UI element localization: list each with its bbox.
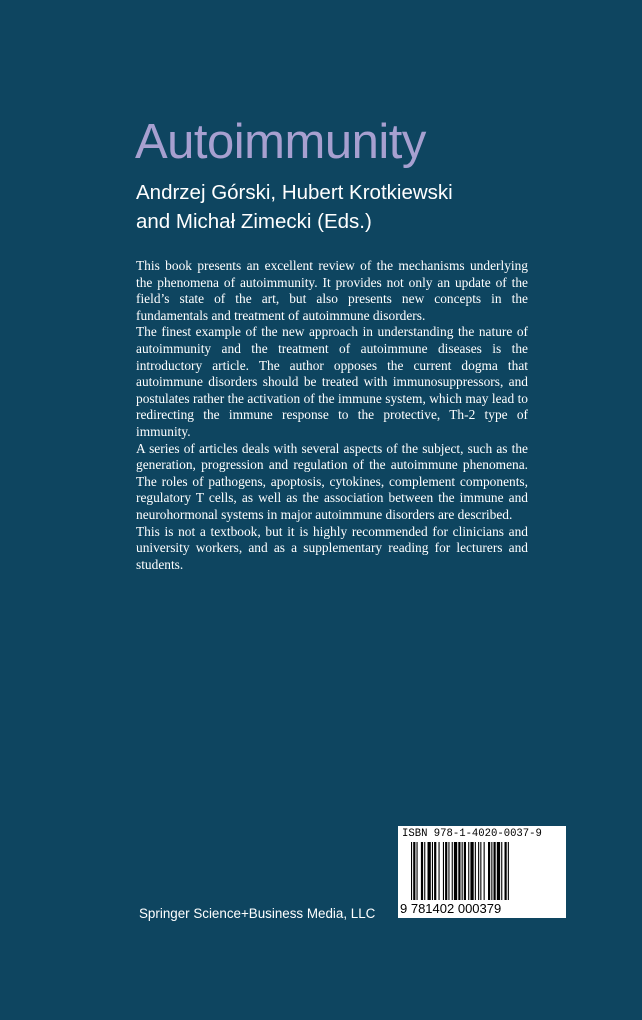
book-editors (136, 178, 453, 236)
barcode-bar (480, 842, 481, 900)
barcode-bar (421, 842, 423, 900)
barcode-bar (462, 842, 463, 900)
isbn-label: ISBN 978-1-4020-0037-9 (402, 828, 542, 840)
description-paragraph: This is not a textbook, but it is highly recommended for clinicians and university workers, and as a supplementary reading for lecturers and students. (136, 523, 528, 572)
barcode-bar (445, 842, 447, 900)
description-paragraph: A series of articles deals with several aspects of the subject, such as the generation, progression and regulation of the autoimmune phenomena. The roles of pathogens, apoptosis, cytokines, complement components, regulatory T cells, as well as the association between the immune and neurohormonal systems in major autoimmune disorders are described. (136, 440, 528, 522)
editors-line-2: and Michał Zimecki (Eds.) (136, 210, 372, 233)
description-paragraph: The finest example of the new approach in understanding the nature of autoimmunity and the treatment of autoimmune diseases is the introductory article. The author opposes the current dogma that autoimmune disorders should be treated with immunosuppressors, and postulates rather the activation of the immune system, which may lead to redirecting the immune response to the protective, Th-2 type of immunity. (136, 324, 528, 439)
isbn-barcode (398, 826, 566, 918)
barcode-bar (494, 842, 496, 900)
barcode-bar (508, 842, 509, 900)
barcode-digits: 9 781402 000379 (400, 901, 502, 916)
barcode-bar (488, 842, 490, 900)
barcode-bar (470, 842, 473, 900)
barcode-bar (448, 842, 449, 900)
barcode-bar (452, 842, 453, 900)
barcode-bar (464, 842, 466, 900)
barcode-bar (454, 842, 457, 900)
barcode-bar (484, 842, 485, 900)
barcode-bar (468, 842, 469, 900)
barcode-bar (413, 842, 415, 900)
barcode-bars (411, 842, 555, 902)
publisher-name: Springer Science+Business Media, LLC (139, 906, 376, 921)
barcode-bar (424, 842, 425, 900)
barcode-bar (411, 842, 412, 900)
book-title: Autoimmunity (135, 115, 426, 169)
barcode-bar (505, 842, 507, 900)
description-paragraph: This book presents an excellent review of the mechanisms underlying the phenomena of autoimmunity. It provides not only an update of the field’s state of the art, but also presents new concepts in the fundamentals and treatment of autoimmune disorders. (136, 258, 528, 323)
barcode-bar (501, 842, 502, 900)
barcode-bar (491, 842, 492, 900)
barcode-bar (428, 842, 431, 900)
barcode-bar (478, 842, 479, 900)
book-description (136, 258, 528, 573)
barcode-bar (434, 842, 436, 900)
barcode-bar (417, 842, 418, 900)
editors-line-1: Andrzej Górski, Hubert Krotkiewski (136, 181, 453, 204)
barcode-bar (458, 842, 460, 900)
barcode-bar (432, 842, 433, 900)
barcode-bar (443, 842, 444, 900)
barcode-bar (439, 842, 440, 900)
barcode-bar (475, 842, 476, 900)
barcode-bar (497, 842, 500, 900)
